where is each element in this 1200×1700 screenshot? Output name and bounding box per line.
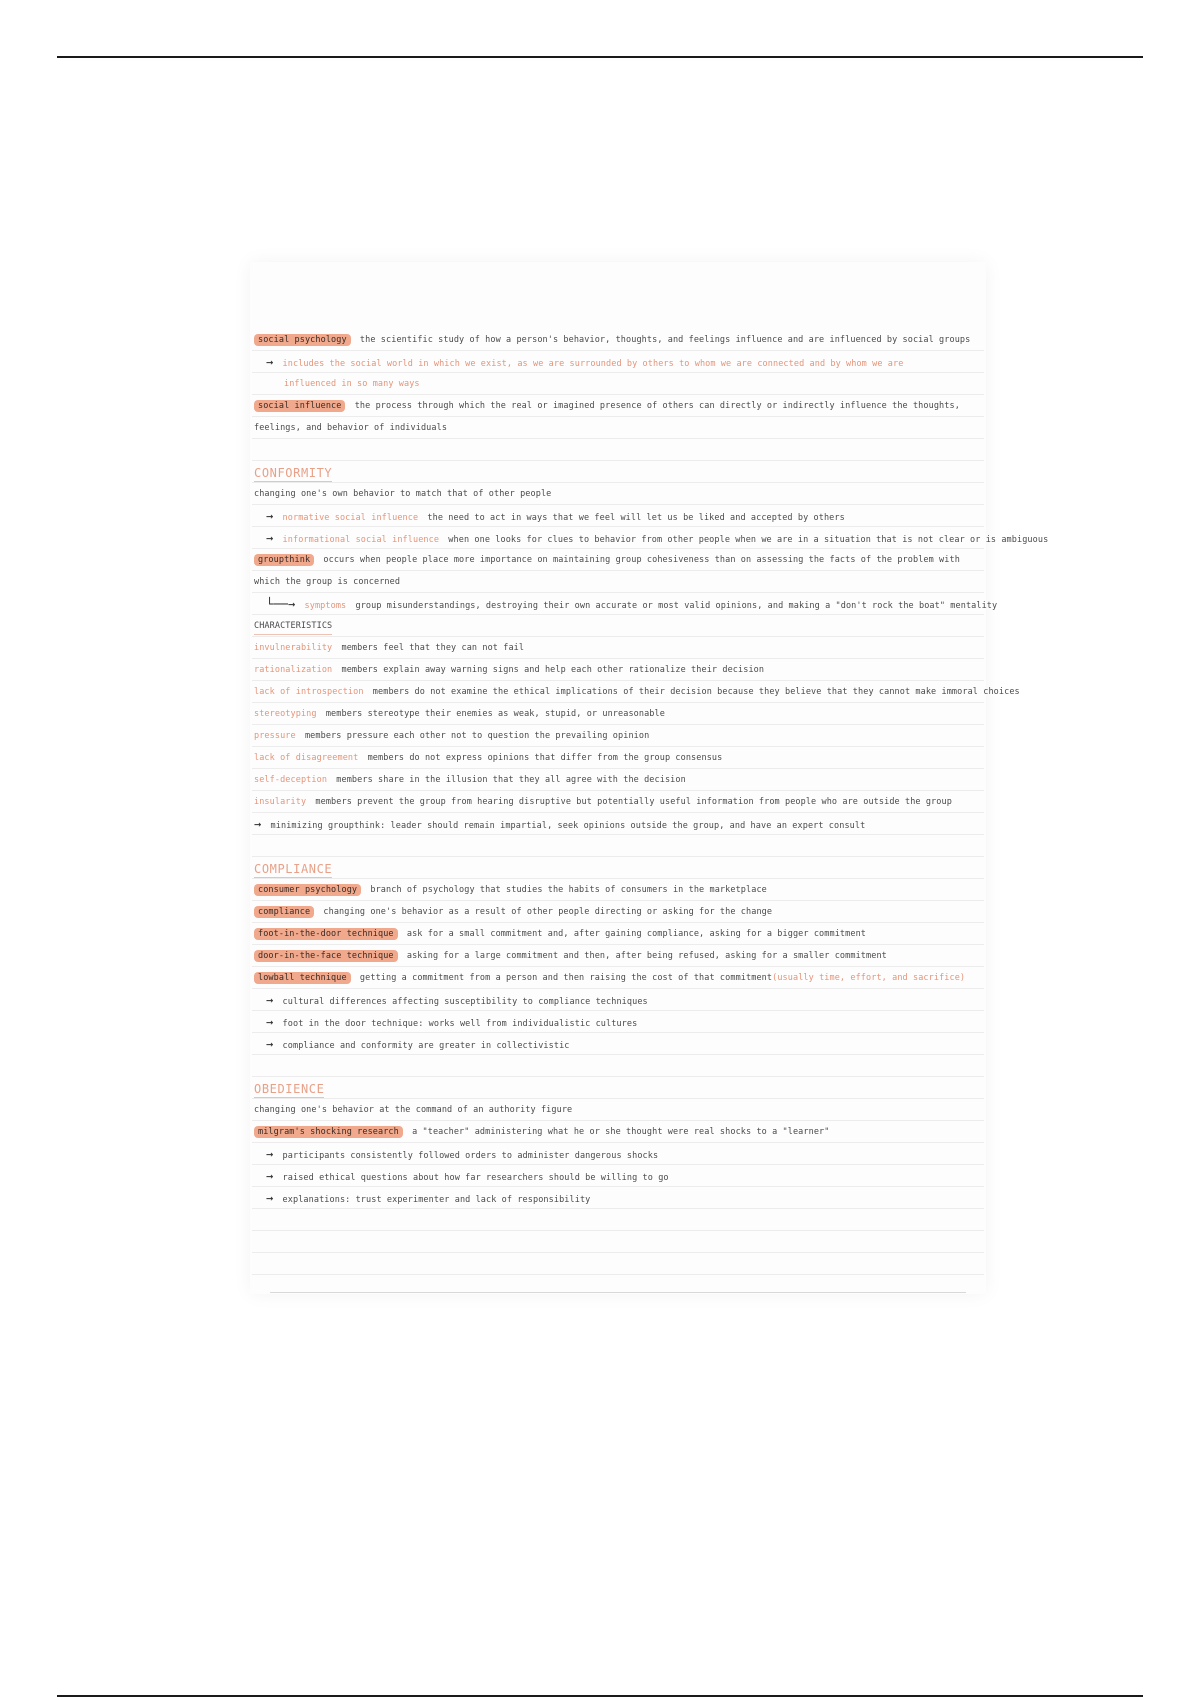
note-line <box>252 593 998 615</box>
note-text: branch of psychology that studies the habits of consumers in the marketplace <box>370 885 767 895</box>
colored-term: rationalization <box>254 665 333 675</box>
note-text: members pressure each other not to question the prevailing opinion <box>304 731 650 741</box>
highlighted-term: milgram's shocking research <box>254 1126 403 1138</box>
note-line <box>252 1099 984 1121</box>
section-heading: COMPLIANCE <box>254 862 333 876</box>
colored-term: influenced in so many ways <box>284 379 420 389</box>
arrow-icon: → <box>266 993 274 1007</box>
note-line <box>252 703 984 725</box>
highlighted-term: social influence <box>254 400 345 412</box>
blank-ruled-line <box>252 835 984 857</box>
colored-term: self-deception <box>254 775 328 785</box>
note-line <box>252 615 984 637</box>
colored-term: stereotyping <box>254 709 317 719</box>
note-text: changing one's behavior as a result of other people directing or asking for the change <box>323 907 773 917</box>
note-line <box>252 1121 984 1143</box>
colored-term: symptoms <box>304 601 347 611</box>
note-aside: (usually time, effort, and sacrifice) <box>772 973 966 983</box>
note-text: a "teacher" administering what he or she thought were real shocks to a "learner" <box>412 1127 830 1137</box>
note-text: the process through which the real or imagined presence of others can directly or indirectly influence the thoughts, <box>354 401 960 411</box>
note-line <box>252 483 984 505</box>
note-text: asking for a large commitment and then, after being refused, asking for a smaller commitment <box>406 951 887 961</box>
arrow-icon: → <box>266 531 274 545</box>
arrow-icon: → <box>266 1191 274 1205</box>
note-text: which the group is concerned <box>254 577 401 587</box>
blank-ruled-line <box>252 1253 984 1275</box>
colored-term: invulnerability <box>254 643 333 653</box>
bottom-rule <box>57 1695 1143 1697</box>
colored-term: lack of disagreement <box>254 753 359 763</box>
note-line <box>252 549 984 571</box>
note-line <box>252 681 1020 703</box>
note-line <box>252 1077 984 1099</box>
note-line <box>252 461 984 483</box>
arrow-icon: → <box>266 1015 274 1029</box>
note-text: members prevent the group from hearing disruptive but potentially useful information from people who are outside the group <box>315 797 952 807</box>
note-line <box>252 967 984 989</box>
section-heading: CONFORMITY <box>254 466 333 480</box>
note-text: participants consistently followed orders to administer dangerous shocks <box>282 1151 659 1161</box>
arrow-icon: → <box>254 817 262 831</box>
arrow-icon: → <box>266 1169 274 1183</box>
note-text: foot in the door technique: works well from individualistic cultures <box>282 1019 638 1029</box>
note-text: group misunderstandings, destroying their own accurate or most valid opinions, and making a "don't rock the boat" mentality <box>355 601 998 611</box>
arrow-icon: → <box>266 1037 274 1051</box>
note-line <box>252 373 984 395</box>
note-text: members share in the illusion that they all agree with the decision <box>336 775 686 785</box>
note-text: raised ethical questions about how far researchers should be willing to go <box>282 1173 669 1183</box>
arrow-icon: └──→ <box>266 597 296 611</box>
note-line <box>252 329 984 351</box>
note-text: the need to act in ways that we feel will let us be liked and accepted by others <box>427 513 845 523</box>
highlighted-term: compliance <box>254 906 314 918</box>
note-line <box>252 879 984 901</box>
note-text: changing one's own behavior to match that of other people <box>254 489 552 499</box>
arrow-icon: → <box>266 509 274 523</box>
note-text: when one looks for clues to behavior from other people when we are in a situation that is not clear or is ambiguous <box>448 535 1049 545</box>
colored-term: lack of introspection <box>254 687 364 697</box>
note-line <box>252 505 984 527</box>
blank-ruled-line <box>252 1231 984 1253</box>
highlighted-term: social psychology <box>254 334 351 346</box>
highlighted-term: lowball technique <box>254 972 351 984</box>
highlighted-term: groupthink <box>254 554 314 566</box>
note-line <box>252 1011 984 1033</box>
highlighted-term: foot-in-the-door technique <box>254 928 398 940</box>
note-text: occurs when people place more importance on maintaining group cohesiveness than on assessing the facts of the problem with <box>323 555 960 565</box>
colored-term: pressure <box>254 731 296 741</box>
notes-content <box>252 329 1049 1275</box>
highlighted-term: consumer psychology <box>254 884 361 896</box>
section-heading: OBEDIENCE <box>254 1082 325 1096</box>
note-text: minimizing groupthink: leader should remain impartial, seek opinions outside the group, and have an expert consult <box>270 821 866 831</box>
note-line <box>252 1187 984 1209</box>
note-line <box>252 571 984 593</box>
note-text: changing one's behavior at the command of an authority figure <box>254 1105 573 1115</box>
colored-term: includes the social world in which we exist, as we are surrounded by others to whom we are connected and by whom we are <box>282 359 904 369</box>
note-line <box>252 1165 984 1187</box>
note-line <box>252 659 984 681</box>
note-line <box>252 945 984 967</box>
note-line <box>252 527 1049 549</box>
note-line <box>252 1143 984 1165</box>
colored-term: informational social influence <box>282 535 440 545</box>
note-line <box>252 351 984 373</box>
note-text: compliance and conformity are greater in collectivistic <box>282 1041 570 1051</box>
note-line <box>252 747 984 769</box>
note-text: getting a commitment from a person and then raising the cost of that commitment <box>359 973 773 983</box>
blank-ruled-line <box>252 1055 984 1077</box>
note-line <box>252 417 984 439</box>
note-text: cultural differences affecting susceptibility to compliance techniques <box>282 997 648 1007</box>
note-line <box>252 1033 984 1055</box>
note-text: members explain away warning signs and help each other rationalize their decision <box>341 665 765 675</box>
note-line <box>252 725 984 747</box>
sheet-bottom-line <box>270 1292 966 1293</box>
arrow-icon: → <box>266 1147 274 1161</box>
note-text: the scientific study of how a person's behavior, thoughts, and feelings influence and are influenced by social groups <box>359 335 971 345</box>
note-line <box>252 791 984 813</box>
note-line <box>252 637 984 659</box>
blank-ruled-line <box>252 439 984 461</box>
note-line <box>252 769 984 791</box>
note-line <box>252 901 984 923</box>
note-text: members stereotype their enemies as weak, stupid, or unreasonable <box>325 709 665 719</box>
note-text: explanations: trust experimenter and lack of responsibility <box>282 1195 591 1205</box>
note-text: ask for a small commitment and, after gaining compliance, asking for a bigger commitment <box>406 929 867 939</box>
highlighted-term: door-in-the-face technique <box>254 950 398 962</box>
note-text: members feel that they can not fail <box>341 643 525 653</box>
subheading: CHARACTERISTICS <box>254 619 332 635</box>
note-line <box>252 395 984 417</box>
note-line <box>252 989 984 1011</box>
colored-term: insularity <box>254 797 307 807</box>
note-line <box>252 923 984 945</box>
note-line <box>252 857 984 879</box>
note-line <box>252 813 984 835</box>
note-text: members do not express opinions that differ from the group consensus <box>367 753 723 763</box>
note-text: feelings, and behavior of individuals <box>254 423 448 433</box>
blank-ruled-line <box>252 1209 984 1231</box>
arrow-icon: → <box>266 355 274 369</box>
note-text: members do not examine the ethical implications of their decision because they believe that they cannot make immoral choices <box>372 687 1020 697</box>
top-rule <box>57 56 1143 58</box>
colored-term: normative social influence <box>282 513 419 523</box>
